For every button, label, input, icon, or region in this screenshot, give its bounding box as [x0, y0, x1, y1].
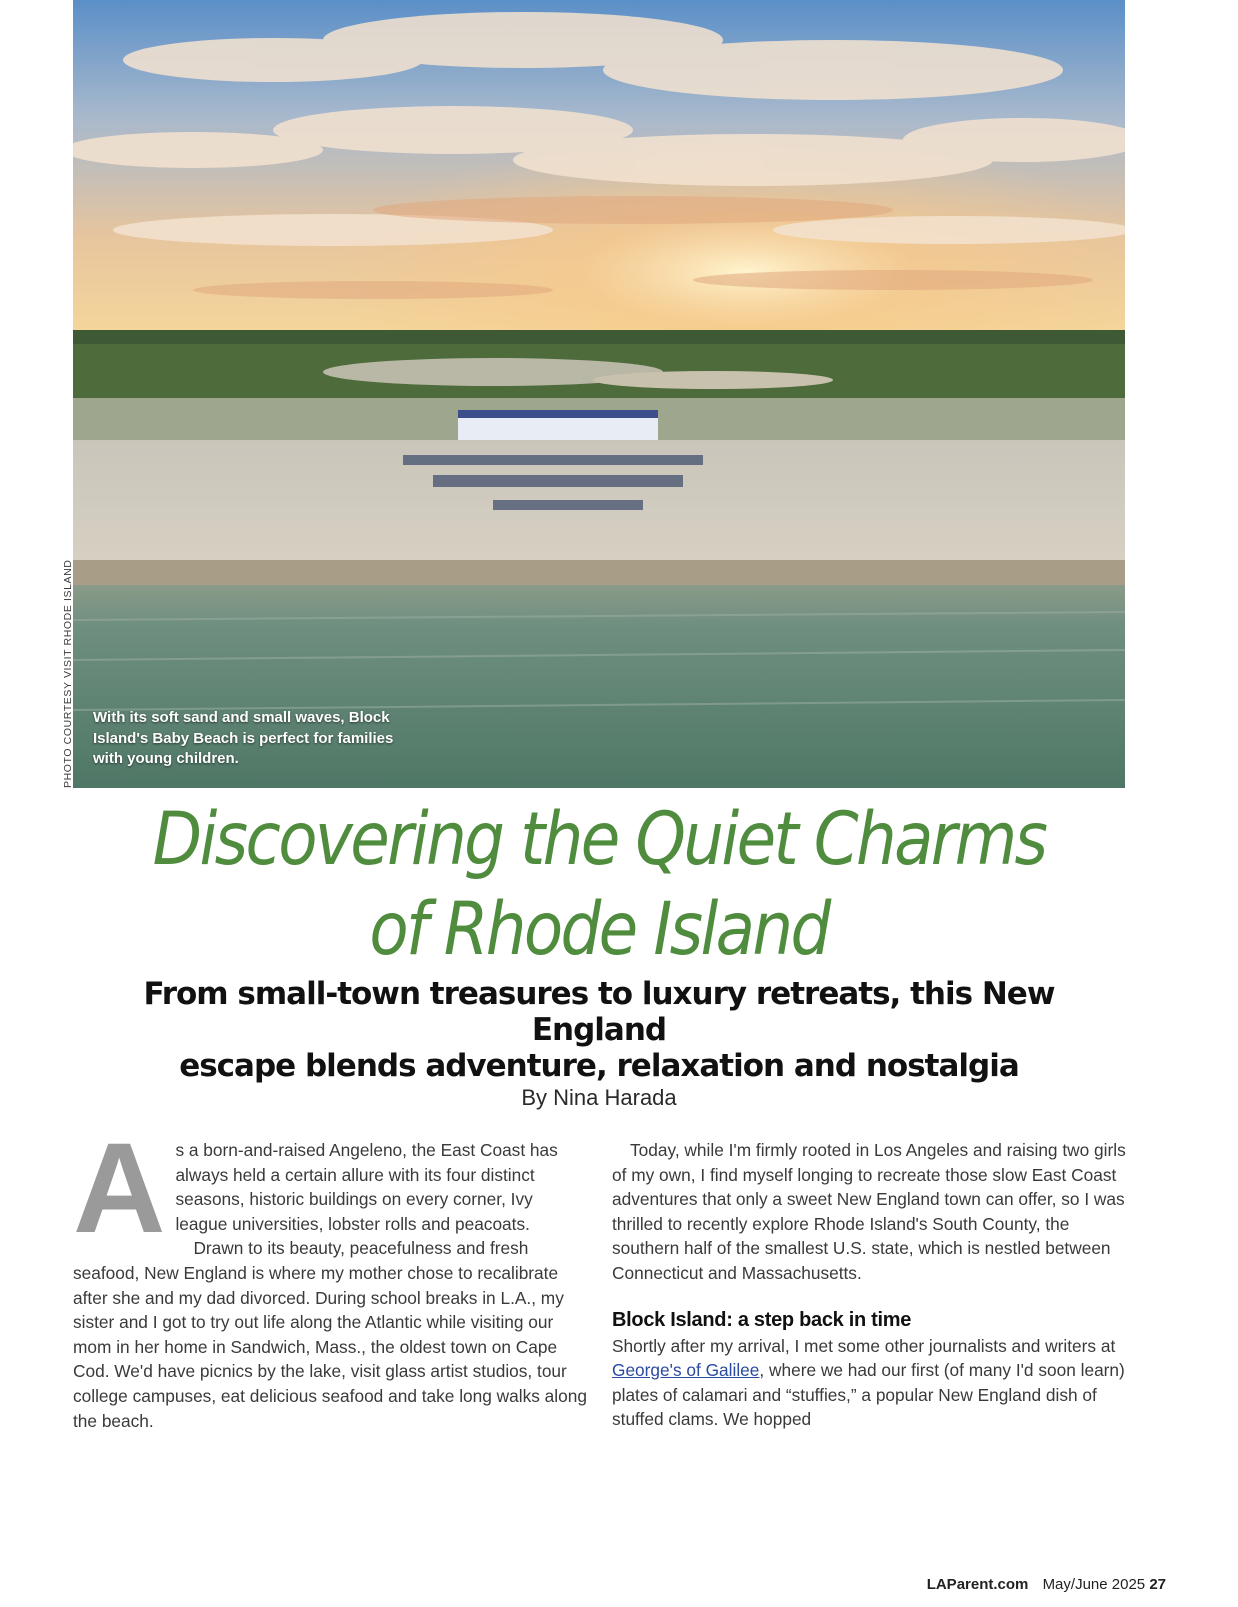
drop-cap: A [73, 1117, 166, 1260]
deck-line-1: From small-town treasures to luxury retreats, this New England [143, 976, 1055, 1048]
article-column-right [612, 1138, 1127, 1432]
beach-aerial-image [73, 0, 1125, 788]
photo-caption: With its soft sand and small waves, Block Island's Baby Beach is perfect for families with young children. [93, 709, 394, 767]
paragraph-4 [612, 1334, 1127, 1432]
paragraph-1-text: s a born-and-raised Angeleno, the East Coast has always held a certain allure with its four distinct seasons, historic buildings on every corner, Ivy league universities, lobster rolls and peacoats. [175, 1140, 558, 1234]
paragraph-1 [73, 1117, 588, 1260]
photo-credit: PHOTO COURTESY VISIT RHODE ISLAND [62, 559, 74, 788]
title-line-1: Discovering the Quiet Charms [152, 797, 1046, 882]
paragraph-3: Today, while I'm firmly rooted in Los Angeles and raising two girls of my own, I find myself longing to recreate those slow East Coast adventures that only a sweet New England town can offer, so I was thrilled to recently explore Rhode Island's South County, the southern half of the smallest U.S. state, which is nestled between Connecticut and Massachusetts. [612, 1140, 1126, 1283]
deck-line-2: escape blends adventure, relaxation and nostalgia [179, 1048, 1019, 1084]
paragraph-2: Drawn to its beauty, peacefulness and fresh seafood, New England is where my mother chose to recalibrate after she and my dad divorced. During school breaks in L.A., my sister and I got to try out life along the Atlantic while visiting our mom in her home in Sandwich, Mass., the oldest town on Cape Cod. We'd have picnics by the lake, visit glass artist studios, tour college campuses, eat delicious seafood and take long walks along the beach. [73, 1238, 587, 1431]
article-column-left [73, 1117, 588, 1433]
section-subhead: Block Island: a step back in time [612, 1308, 912, 1331]
footer-issue: May/June 2025 [1042, 1576, 1146, 1593]
title-line-2: of Rhode Island [369, 887, 829, 972]
article-title [136, 795, 1062, 975]
article-deck [73, 976, 1125, 1084]
paragraph-4-text-before: Shortly after my arrival, I met some other journalists and writers at [612, 1335, 1116, 1356]
georges-of-galilee-link[interactable]: George's of Galilee [612, 1360, 760, 1381]
byline: By Nina Harada [521, 1085, 677, 1110]
page-footer [927, 1576, 1166, 1593]
page-number: 27 [1149, 1576, 1166, 1593]
paragraph-4-text-after: , where we had our first (of many I'd soon learn) plates of calamari and “stuffies,” a popular New England dish of stuffed clams. We hopped [612, 1360, 1125, 1430]
hero-photo [73, 0, 1125, 788]
footer-site: LAParent.com [926, 1576, 1029, 1593]
